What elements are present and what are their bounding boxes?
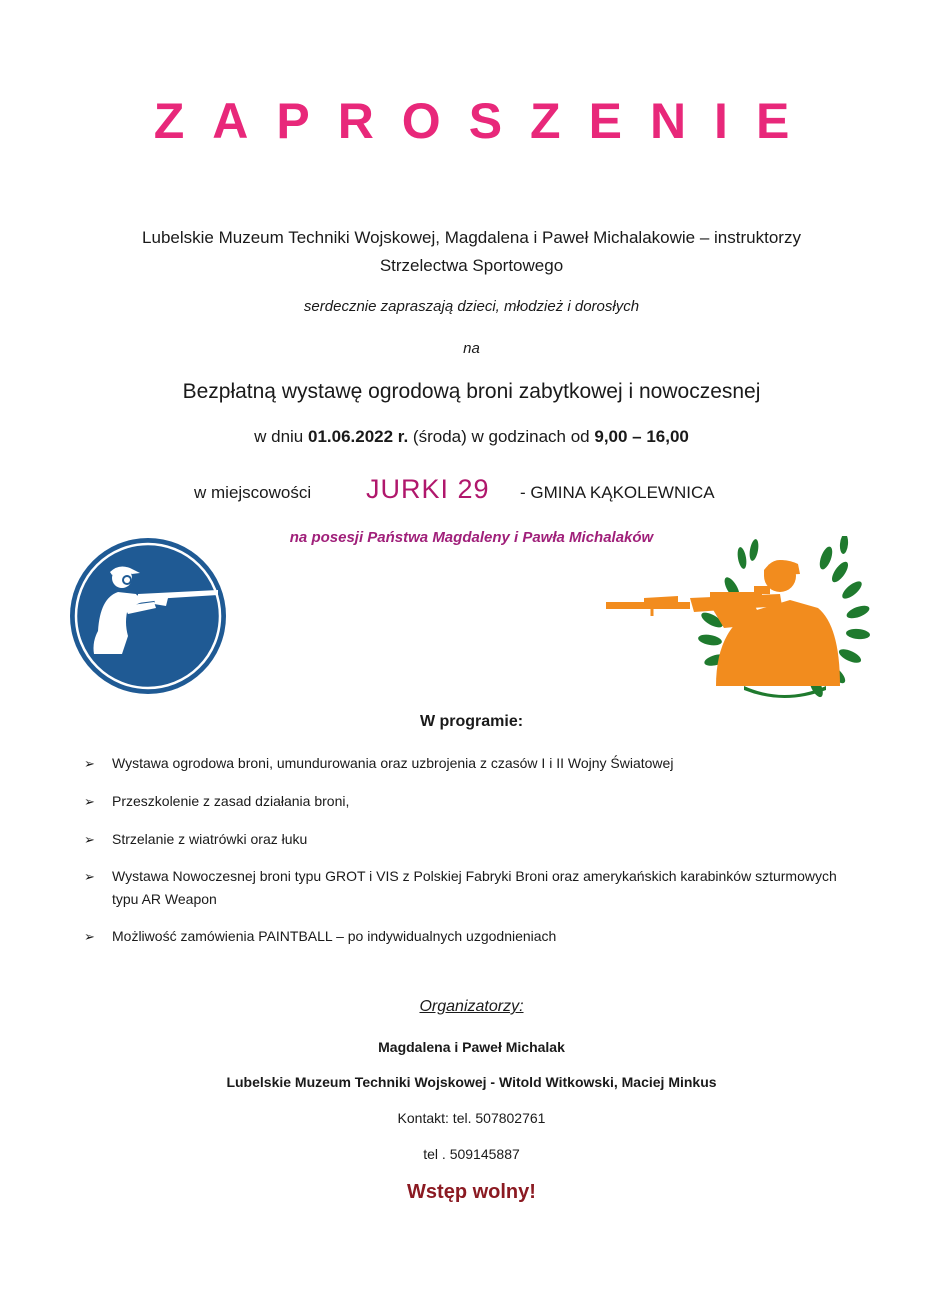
list-item-text: Możliwość zamówienia PAINTBALL – po indywidualnych uzgodnieniach — [112, 928, 557, 944]
shooter-blue-circle-icon — [68, 536, 228, 696]
date-mid: (środa) w godzinach od — [408, 427, 595, 446]
arrow-bullet-icon: ➢ — [84, 832, 95, 847]
list-item — [82, 790, 862, 813]
contact-phone-1: Kontakt: tel. 507802761 — [397, 1110, 546, 1126]
organizers-line-1: Lubelskie Muzeum Techniki Wojskowej, Magdalena i Paweł Michalakowie – instruktorzy — [142, 228, 801, 247]
orange-shooter-laurel-icon — [604, 536, 874, 706]
event-date: 01.06.2022 r. — [307, 427, 409, 446]
program-title: W programie: — [419, 713, 524, 730]
arrow-bullet-icon: ➢ — [84, 869, 95, 884]
contact-phone-2: tel . 509145887 — [423, 1146, 520, 1162]
organizers-title: Organizatorzy: — [419, 998, 524, 1015]
organizers-line-2: Strzelectwa Sportowego — [379, 256, 564, 275]
place-name: JURKI 29 — [366, 474, 490, 504]
headline: Bezpłatną wystawę ogrodową broni zabytkowej i nowoczesnej — [182, 380, 761, 403]
list-item — [82, 828, 862, 851]
organizer-name-1: Magdalena i Paweł Michalak — [378, 1039, 565, 1055]
list-item — [82, 865, 862, 911]
date-line — [0, 427, 943, 447]
na-text: na — [463, 340, 480, 357]
list-item-text: Wystawa Nowoczesnej broni typu GROT i VIS z Polskiej Fabryki Broni oraz amerykańskich karabinków szturmowych typu AR Weapon — [112, 868, 837, 907]
place-row — [0, 474, 943, 514]
list-item — [82, 925, 862, 948]
list-item-text: Strzelanie z wiatrówki oraz łuku — [112, 831, 308, 847]
list-item — [82, 752, 862, 775]
invite-text: serdecznie zapraszają dzieci, młodzież i dorosłych — [303, 298, 640, 315]
arrow-bullet-icon: ➢ — [84, 756, 95, 771]
free-entry: Wstęp wolny! — [407, 1181, 536, 1203]
list-item-text: Przeszkolenie z zasad działania broni, — [112, 793, 350, 809]
date-pre: w dniu — [254, 427, 308, 446]
arrow-bullet-icon: ➢ — [84, 929, 95, 944]
arrow-bullet-icon: ➢ — [84, 794, 95, 809]
property-line: na posesji Państwa Magdaleny i Pawła Michalaków — [289, 529, 654, 546]
place-prefix: w miejscowości — [194, 483, 312, 502]
list-item-text: Wystawa ogrodowa broni, umundurowania oraz uzbrojenia z czasów I i II Wojny Światowej — [112, 755, 674, 771]
event-hours: 9,00 – 16,00 — [594, 427, 689, 446]
organizer-name-2: Lubelskie Muzeum Techniki Wojskowej - Witold Witkowski, Maciej Minkus — [226, 1074, 717, 1090]
place-suffix: - GMINA KĄKOLEWNICA — [520, 483, 715, 502]
invitation-title: ZAPROSZENIE — [153, 93, 818, 149]
